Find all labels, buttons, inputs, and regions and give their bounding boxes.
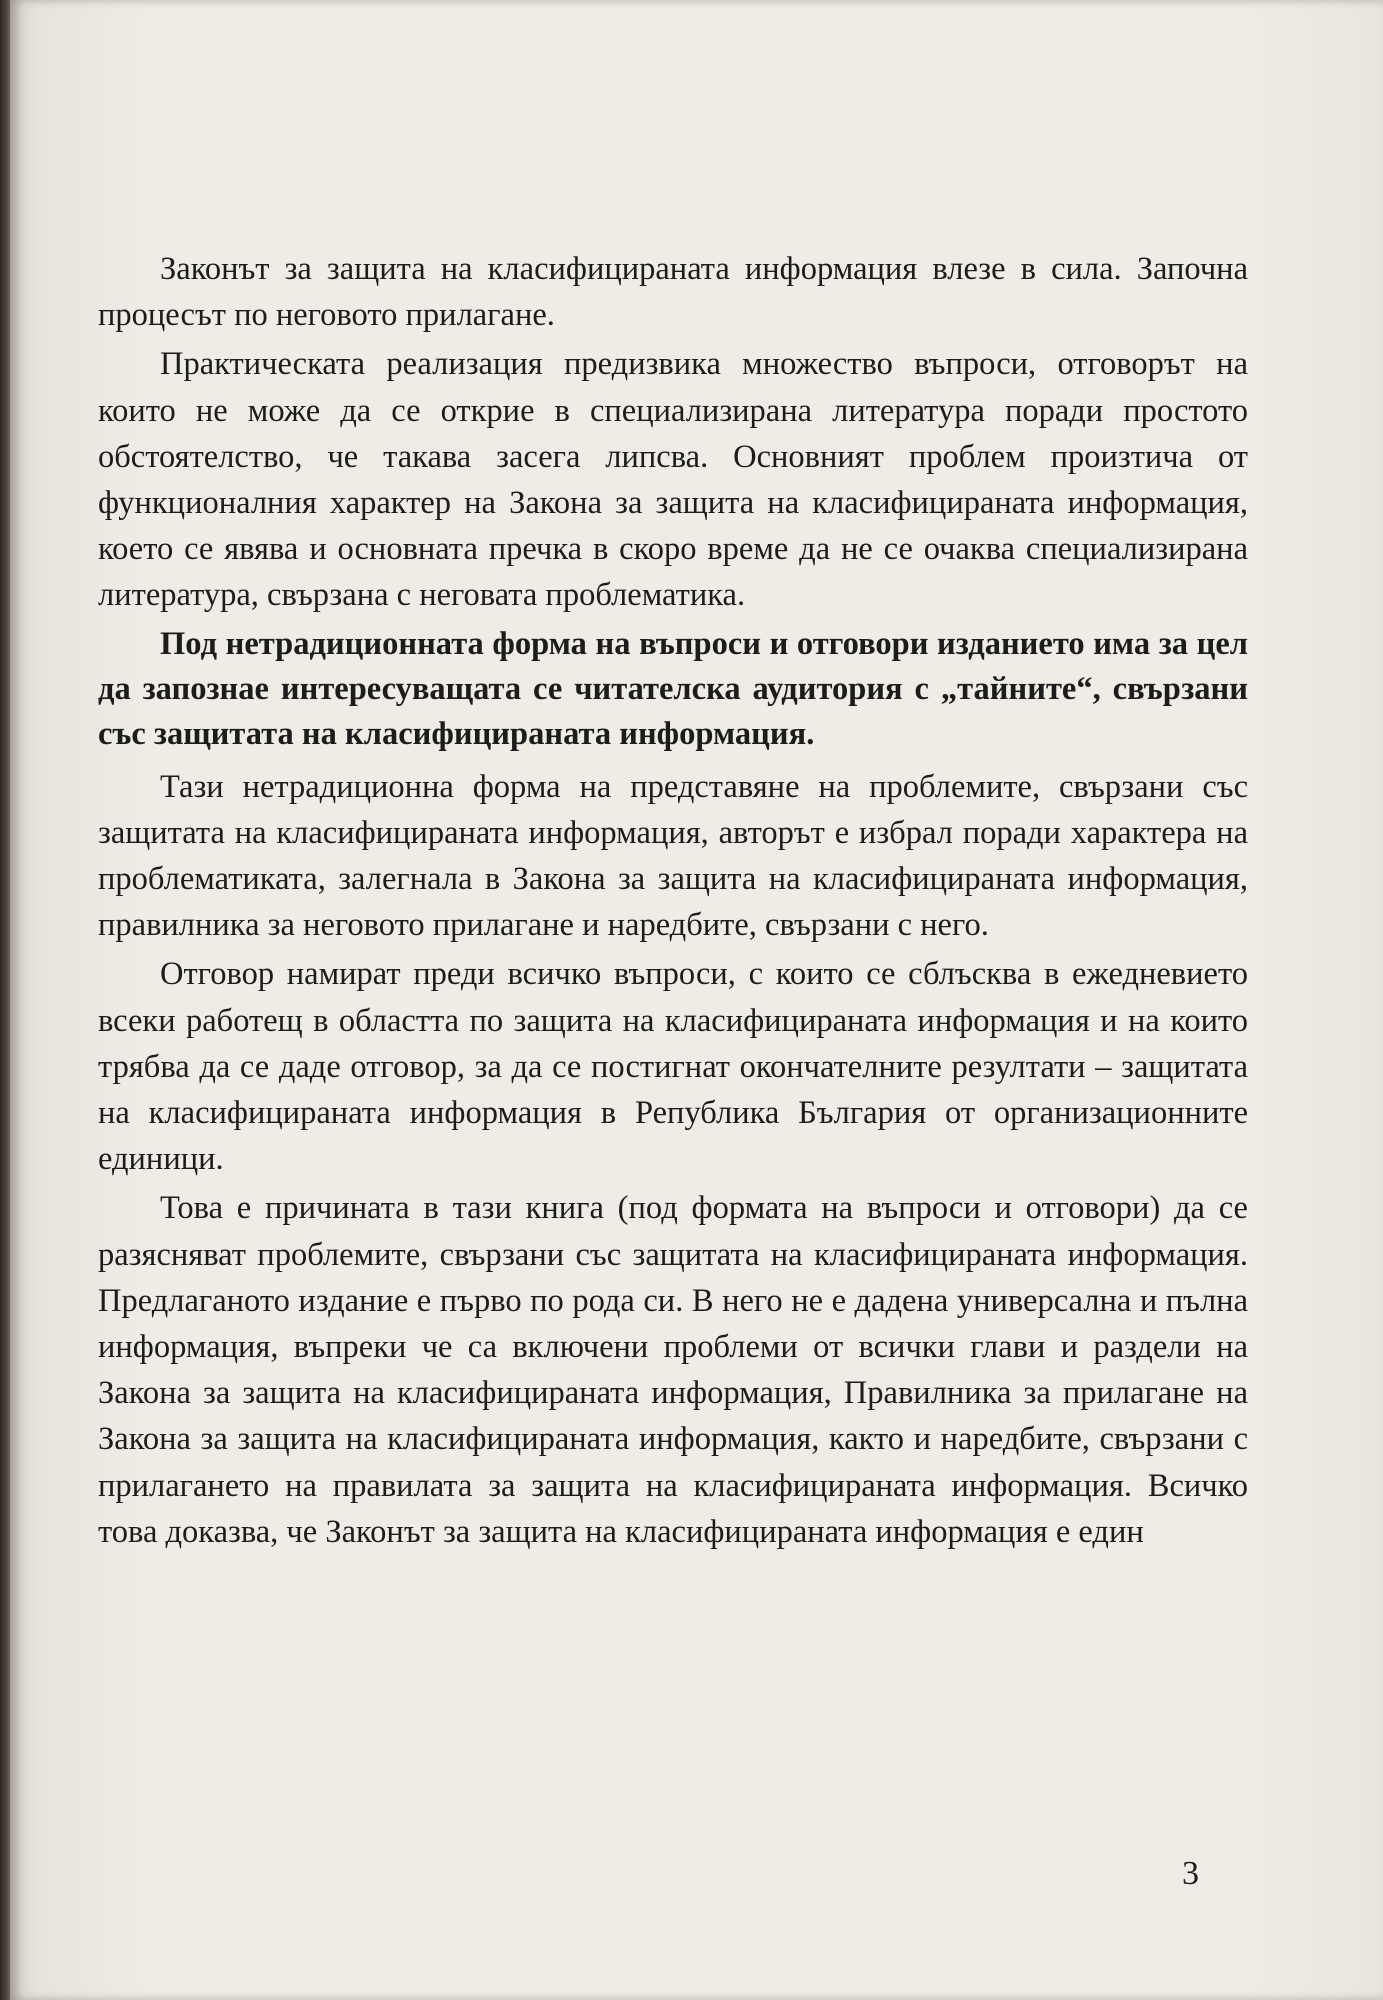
paragraph-1: Законът за защита на класифицираната информация влезе в сила. Започна процесът по неговото прилагане.: [98, 251, 1248, 334]
paragraph-3-bold: Под нетрадиционната форма на въпроси и отговори изданието има за цел да запознае интересуващата се читателска аудитория с „тайните“, свързани със защитата на класифицираната информация.: [98, 625, 1248, 752]
body-text: [98, 246, 1248, 1558]
paragraph-2: Практическата реализация предизвика множество въпроси, отговорът на които не може да се открие в специализирана литература поради простото обстоятелство, че такава засега липсва. Основният проблем произтича от функционалния характер на Закона за защита на класифицираната информация, което се явява и основната пречка в скоро време да не се очаква специализирана литература, свързана с неговата проблематика.: [98, 346, 1248, 614]
paragraph-6: Това е причината в тази книга (под формата на въпроси и отговори) да се разясняват проблемите, свързани със защитата на класифицираната информация. Предлаганото издание е първо по рода си. В него не е дадена универсална и пълна информация, въпреки че са включени проблеми от всички глави и раздели на Закона за защита на класифицираната информация, Правилника за прилагане на Закона за защита на класифицираната информация, както и наредбите, свързани с прилагането на правилата за защита на класифицираната информация. Всичко това доказва, че Законът за защита на класифицираната информация е един: [98, 1190, 1248, 1550]
page-number: 3: [1182, 1855, 1199, 1892]
book-page: [10, 0, 1383, 2000]
paragraph-5: Отговор намират преди всичко въпроси, с които се сблъсква в ежедневието всеки работещ в областта по защита на класифицираната информация и на които трябва да се даде отговор, за да се постигнат окончателните резултати – защитата на класифицираната информация в Република България от организационните единици.: [98, 956, 1248, 1178]
paragraph-4: Тази нетрадиционна форма на представяне на проблемите, свързани със защитата на класифицираната информация, авторът е избрал поради характера на проблематиката, залегнала в Закона за защита на класифицираната информация, правилника за неговото прилагане и наредбите, свързани с него.: [98, 768, 1248, 944]
